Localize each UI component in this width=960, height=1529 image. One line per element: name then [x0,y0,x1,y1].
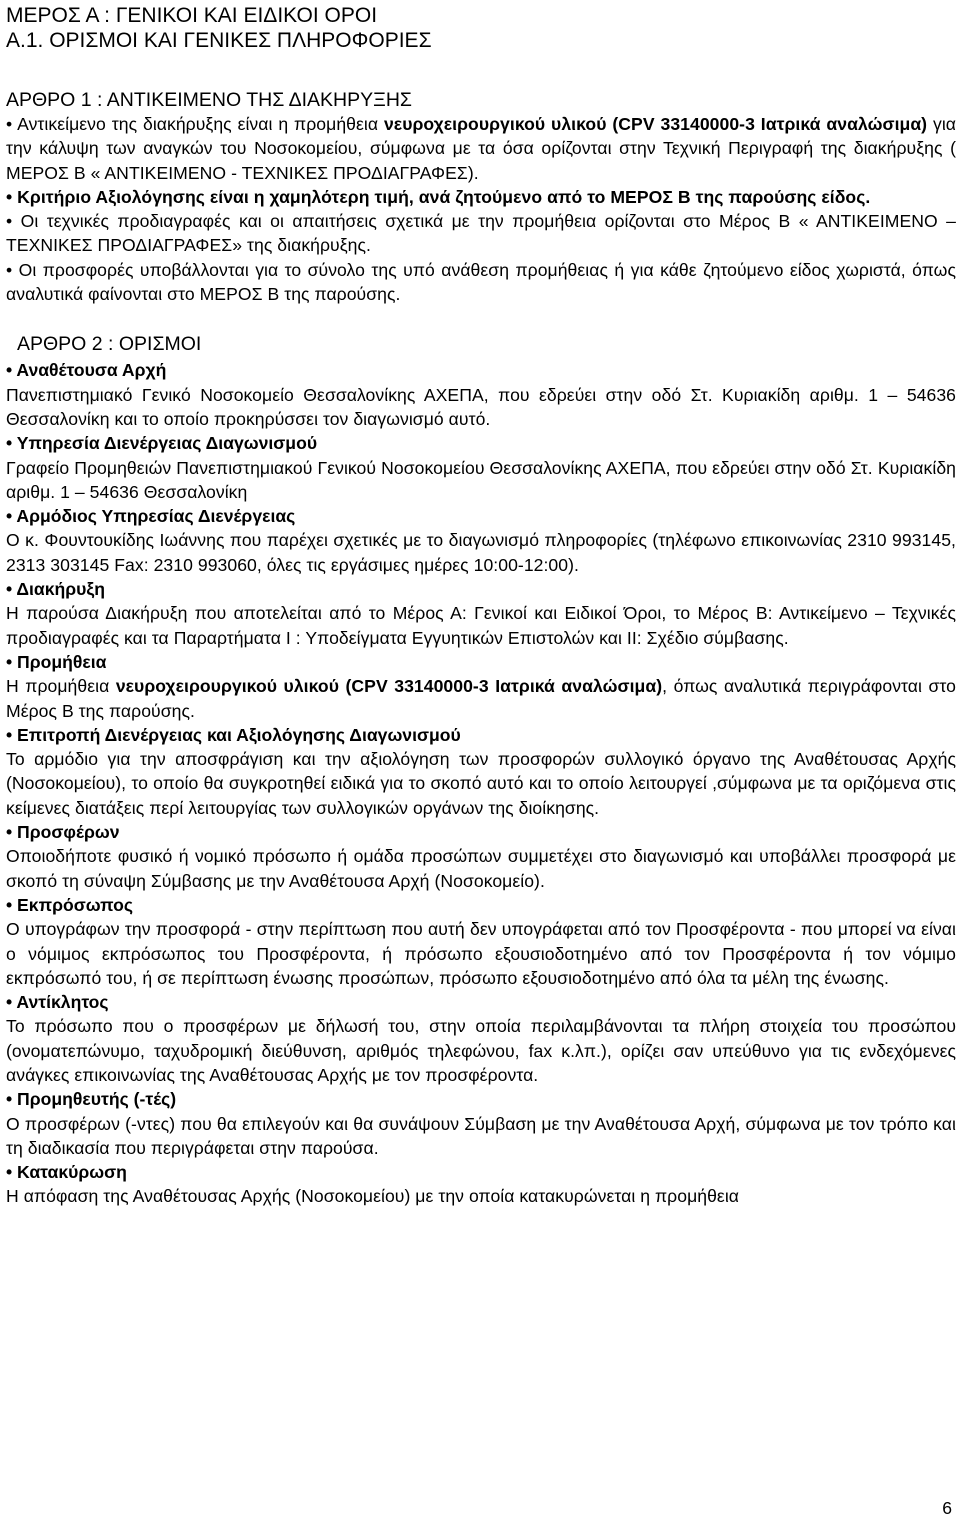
definition-text: Ο υπογράφων την προσφορά - στην περίπτωση που αυτή δεν υπογράφεται από τον Προσφέροντα - που μπορεί να είναι ο νόμιμος εκπρόσωπος του Προσφέροντα, ή πρόσωπο εξουσιοδοτημένο από τον Προσφέροντα ή τον νόμιμο εκπρόσωπό του, ή σε περίπτωση ένωσης προσώπων, πρόσωπο εξουσιοδοτημένο από όλα τα μέλη της ένωσης. [6,919,956,988]
bold-product: νευροχειρουργικού υλικού (CPV 33140000-3 Ιατρικά αναλώσιμα) [383,114,928,134]
part-title: ΜΕΡΟΣ Α : ΓΕΝΙΚΟΙ ΚΑΙ ΕΙΔΙΚΟΙ ΟΡΟΙ [6,4,378,27]
definition-text-post: , όπως αναλυτικά περιγράφονται στο Μέρος Β της παρούσης. [6,676,956,721]
document-page [6,0,956,1209]
definition-text: Γραφείο Προμηθειών Πανεπιστημιακού Γενικού Νοσοκομείου Θεσσαλονίκης ΑΧΕΠΑ, που εδρεύει στην οδό Στ. Κυριακίδη αριθμ. 1 – 54636 Θεσσαλονίκη [6,457,956,502]
definition-heading: • Προμηθευτής (-τές) [6,1089,177,1110]
article-1-bullet-2: • Κριτήριο Αξιολόγησης είναι η χαμηλότερη τιμή, ανά ζητούμενο από το ΜΕΡΟΣ Β της παρούσης είδος. [6,186,871,207]
definition-heading: • Κατακύρωση [6,1162,127,1183]
definition-text: Οποιοδήποτε φυσικό ή νομικό πρόσωπο ή ομάδα προσώπων συμμετέχει στο διαγωνισμό και υποβάλλει προσφορά με σκοπό τη σύναψη Σύμβασης με την Αναθέτουσα Αρχή (Νοσοκομείο). [6,846,956,891]
definition-heading: • Αντίκλητος [6,992,109,1013]
definition-heading: • Αρμόδιος Υπηρεσίας Διενέργειας [6,506,296,527]
definition-text: Το αρμόδιο για την αποσφράγιση και την αξιολόγηση των προσφορών συλλογικό όργανο της Αναθέτουσας Αρχής (Νοσοκομείου), το οποίο θα συγκροτηθεί ειδικά για το σκοπό αυτό και το οποίο λειτουργεί ,σύμφωνα με τα οριζόμενα στις κείμενες διατάξεις περί λειτουργίας των συλλογικών οργάνων της διοίκησης. [6,749,956,818]
article-1-bullet-4: • Οι προσφορές υποβάλλονται για το σύνολο της υπό ανάθεση προμήθειας ή για κάθε ζητούμενο είδος χωριστά, όπως αναλυτικά φαίνονται στο ΜΕΡΟΣ Β της παρούσης. [6,259,956,305]
article-1-bullet-3: • Οι τεχνικές προδιαγραφές και οι απαιτήσεις σχετικά με την προμήθεια ορίζονται στο Μέρος Β « ΑΝΤΙΚΕΙΜΕΝΟ – ΤΕΧΝΙΚΕΣ ΠΡΟΔΙΑΓΡΑΦΕΣ» της διακήρυξης. [6,211,956,256]
article-1-title: ΑΡΘΡΟ 1 : ΑΝΤΙΚΕΙΜΕΝΟ ΤΗΣ ΔΙΑΚΗΡΥΞΗΣ [6,89,412,111]
definition-heading: • Επιτροπή Διενέργειας και Αξιολόγησης Διαγωνισμού [6,724,461,745]
definition-text: Ο προσφέρων (-ντες) που θα επιλεγούν και θα συνάψουν Σύμβαση με την Αναθέτουσα Αρχή, σύμφωνα με τον τρόπο και τη διαδικασία που περιγράφεται στην παρούσα. [6,1113,956,1158]
bullet-text-cont: για την κάλυψη των αναγκών του Νοσοκομείου, σύμφωνα με τα όσα ορίζονται στην Τεχνική Περιγραφή της διακήρυξης ( ΜΕΡΟΣ Β « ΑΝΤΙΚΕΙΜΕΝΟ - ΤΕΧΝΙΚΕΣ ΠΡΟΔΙΑΓΡΑΦΕΣ). [6,114,956,183]
definition-text-pre: Η προμήθεια [6,676,116,697]
definition-text: Πανεπιστημιακό Γενικό Νοσοκομείο Θεσσαλονίκης ΑΧΕΠΑ, που εδρεύει στην οδό Στ. Κυριακίδη αριθμ. 1 – 54636 Θεσσαλονίκη και το οποίο προκηρύσσει τον διαγωνισμό αυτό. [6,384,956,429]
definition-text: Η απόφαση της Αναθέτουσας Αρχής (Νοσοκομείου) με την οποία κατακυρώνεται η προμήθεια [6,1186,740,1207]
article-1-bullet-1 [6,112,956,185]
definition-text: Η παρούσα Διακήρυξη που αποτελείται από το Μέρος Α: Γενικοί και Ειδικοί Όροι, το Μέρος Β: Αντικείμενο – Τεχνικές προδιαγραφές και τα Παραρτήματα Ι : Υποδείγματα Εγγυητικών Επιστολών και ΙΙ: Σχέδιο σύμβασης. [6,603,956,648]
definition-heading: • Εκπρόσωπος [6,894,133,915]
article-2-title: ΑΡΘΡΟ 2 : ΟΡΙΣΜΟΙ [17,333,202,356]
definition-text: Ο κ. Φουντουκίδης Ιωάννης που παρέχει σχετικές με το διαγωνισμό πληροφορίες (τηλέφωνο επικοινωνίας 2310 993145, 2313 303145 Fax: 2310 993060, όλες τις εργάσιμες ημέρες 10:00-12:00). [6,530,956,575]
definition-text: Το πρόσωπο που ο προσφέρων με δήλωσή του, στην οποία περιλαμβάνονται τα πλήρη στοιχεία του προσώπου (ονοματεπώνυμο, ταχυδρομική διεύθυνση, αριθμός τηλεφώνου, fax κ.λπ.), ορίζει σαν υπεύθυνο για τις ενδεχόμενες ανάγκες επικοινωνίας της Αναθέτουσας Αρχής με τον προσφέροντα. [6,1016,956,1085]
definition-heading: • Διακήρυξη [6,579,106,600]
definition-heading: • Αναθέτουσα Αρχή [6,360,167,381]
definition-text [6,674,956,723]
section-title: Α.1. ΟΡΙΣΜΟΙ ΚΑΙ ΓΕΝΙΚΕΣ ΠΛΗΡΟΦΟΡΙΕΣ [6,29,432,52]
definition-heading: • Προμήθεια [6,651,107,672]
page-number: 6 [942,1498,952,1518]
definition-heading: • Υπηρεσία Διενέργειας Διαγωνισμού [6,433,318,454]
bullet-text: • Αντικείμενο της διακήρυξης είναι η προμήθεια [6,114,384,134]
bold-product: νευροχειρουργικού υλικού (CPV 33140000-3 Ιατρικά αναλώσιμα) [115,676,663,697]
definition-heading: • Προσφέρων [6,822,120,843]
